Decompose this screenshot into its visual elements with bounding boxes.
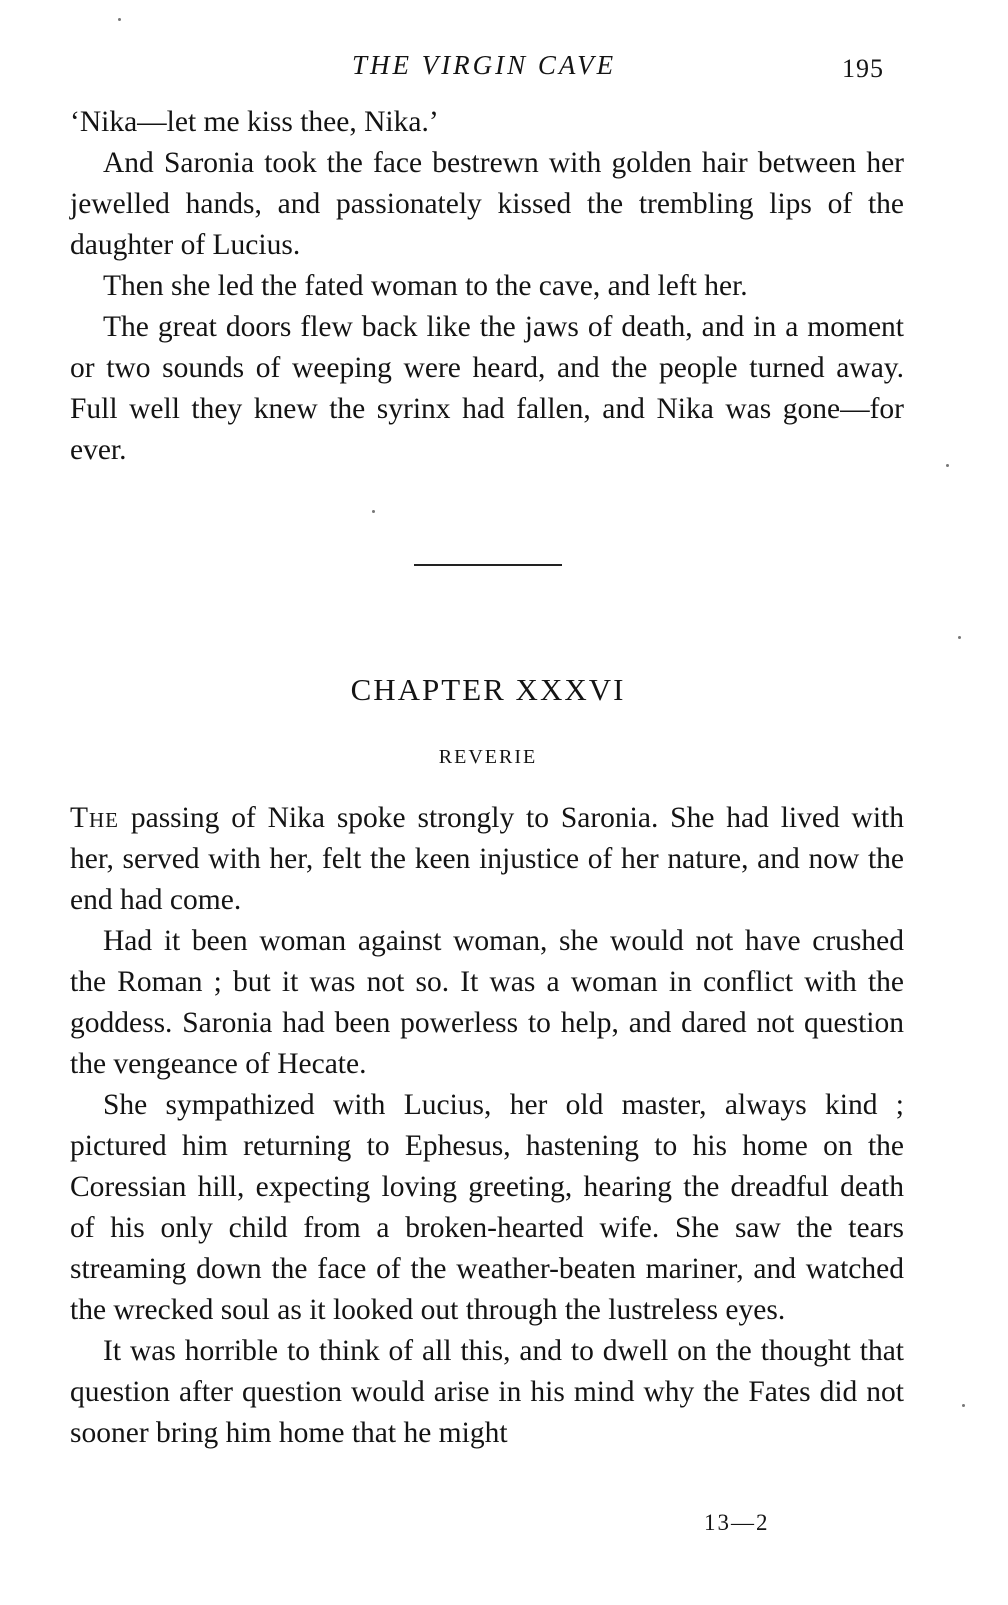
chapter-heading: CHAPTER XXXVI — [350, 672, 626, 707]
paragraph-dialogue: ‘Nika—let me kiss thee, Nika.’ — [70, 106, 439, 138]
page-number: 195 — [842, 54, 884, 83]
paragraph: The great doors flew back like the jaws of death, and in a moment or two sounds of weeping were heard, and the people turned away. Full well they knew the syrinx had fallen, and Nika was gone—for ever. — [70, 311, 904, 466]
paragraph: Had it been woman against woman, she would not have crushed the Roman ; but it was not so. It was a woman in conflict with the goddess. Saronia had been powerless to help, and dared not question the vengeance of Hecate. — [70, 925, 904, 1080]
chapter-body-text — [70, 798, 904, 1454]
chapter-subtitle: REVERIE — [438, 746, 538, 768]
opening-paragraph — [70, 798, 904, 921]
paper-speck — [118, 18, 121, 21]
paragraph: Then she led the fated woman to the cave, and left her. — [103, 270, 748, 302]
opening-word: The — [70, 802, 120, 834]
opening-paragraph-text: passing of Nika spoke strongly to Saronia. She had lived with her, served with her, felt the keen injustice of her nature, and now the end had come. — [70, 802, 904, 916]
section-end-text — [70, 102, 904, 471]
paper-speck — [962, 1404, 965, 1407]
paragraph: It was horrible to think of all this, and to dwell on the thought that question after question would arise in his mind why the Fates did not sooner bring him home that he might — [70, 1335, 904, 1449]
section-divider-rule — [414, 564, 562, 566]
printer-signature-mark: 13—2 — [704, 1510, 770, 1535]
paper-speck — [946, 464, 949, 467]
paragraph: She sympathized with Lucius, her old master, always kind ; pictured him returning to Ephesus, hastening to his home on the Coressian hill, expecting loving greeting, hearing the dreadful death of his only child from a broken-hearted wife. She saw the tears streaming down the face of the weather-beaten mariner, and watched the wrecked soul as it looked out through the lustreless eyes. — [70, 1089, 904, 1326]
running-title: THE VIRGIN CAVE — [351, 50, 617, 80]
running-head — [0, 44, 1008, 84]
paragraph: And Saronia took the face bestrewn with golden hair between her jewelled hands, and passionately kissed the trembling lips of the daughter of Lucius. — [70, 147, 904, 261]
paper-speck — [372, 510, 375, 513]
paper-speck — [958, 636, 961, 639]
